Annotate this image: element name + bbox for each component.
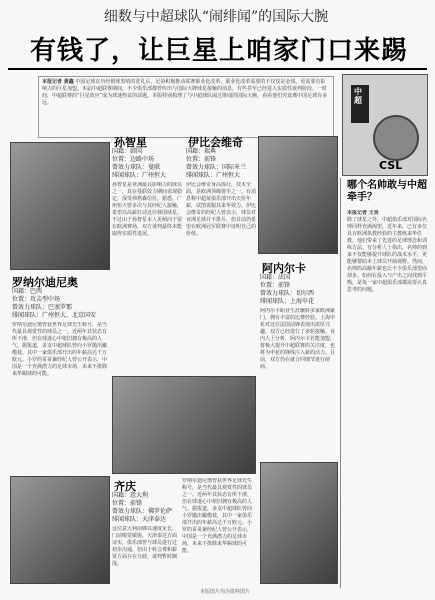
player-text-ibi: 伊比会维奇身高体壮，技术全面，是欧洲顶级射手之一。有消息称中超某俱乐部开出天价年薪，试图说服其来华效力。伊比会维奇的经纪人曾表示，球员对亚洲足球并不排斥，但目前仍希望在欧洲冠军联赛中证明自己的价值。 bbox=[186, 182, 256, 237]
info-line: 国籍：意大利 bbox=[112, 492, 149, 499]
sidebar-title: 哪个名帅敢与中超牵手？ bbox=[347, 180, 427, 203]
info-line: 绯闻球队：广州恒大、北京国安 bbox=[12, 312, 97, 319]
info-line: 曾效力球队：切尔西 bbox=[260, 290, 315, 297]
player-photo-bottom-right bbox=[260, 462, 338, 584]
player-info-ibi bbox=[186, 148, 256, 180]
info-line: 绯闻球队：广州恒大 bbox=[112, 172, 167, 179]
player-name-ronaldinho: 罗纳尔迪尼奥 bbox=[12, 276, 78, 289]
page-headline: 有钱了，让巨星上咱家门口来踢 bbox=[29, 36, 408, 66]
footer-note: 本版图片均为资料图片 bbox=[200, 589, 251, 595]
info-line: 国籍：瑞典 bbox=[186, 148, 217, 155]
player-text-anelka: 阿内尔卡职业生涯辗转多家欧洲豪门，拥有丰富的比赛经验。上海申花对这位法国前锋表现出浓厚兴趣，双方已经进行了多轮接触。业内人士分析，阿内尔卡若能加盟，将极大提升中超联赛的关注度，也将为申花的锋线注入新的活力。目前，双方仍在就合同细节进行磋商。 bbox=[260, 308, 336, 370]
player-text-ronaldinho: 罗纳尔迪尼奥曾获世界足球先生称号，是当代最具观赏性的球员之一。近两年其状态有所下滑，但在球迷心中依旧拥有极高的人气。据报道，多支中超球队曾向小罗抛出橄榄枝，其中一家俱乐部开出的年薪高达千万欧元。小罗的哥哥兼经纪人曾公开表示，中国是一个充满潜力的足球市场，未来不排除来华踢球的可能。 bbox=[12, 322, 108, 377]
player-photo-center bbox=[112, 376, 256, 474]
info-line: 位置：攻击型中场 bbox=[12, 296, 61, 303]
csl-logo-text: CSL bbox=[379, 159, 403, 172]
page-subtitle: 细数与中超球队“闹绯闻”的国际大腕 bbox=[103, 9, 329, 25]
player-name-sun: 孙智星 bbox=[114, 136, 147, 149]
info-line: 曾效力球队：曼联 bbox=[112, 164, 161, 171]
sidebar-byline: 本报记者 王昊 bbox=[347, 210, 379, 216]
info-line: 国籍：巴西 bbox=[12, 288, 43, 295]
info-line: 位置：边路中场 bbox=[112, 156, 155, 163]
player-photo-ronaldinho bbox=[10, 142, 110, 270]
csl-badge bbox=[342, 74, 428, 176]
headline-rule bbox=[8, 68, 427, 70]
player-photo-bottom-left bbox=[10, 476, 110, 584]
info-line: 位置：前锋 bbox=[260, 282, 291, 289]
sidebar-coach bbox=[340, 178, 431, 588]
lead-byline: 本报记者 黄鑫 bbox=[42, 79, 74, 85]
player-info-sun bbox=[112, 148, 182, 180]
player-info-anelka bbox=[260, 274, 336, 306]
sidebar-body bbox=[347, 210, 427, 580]
badge-stripe-text: 中超 bbox=[354, 87, 362, 105]
info-line: 绯闻球队：上海申花 bbox=[260, 298, 315, 305]
lead-paragraph bbox=[38, 76, 334, 138]
player-text-qi: 这位意大利前锋以速度见长，门前嗅觉敏锐。天津泰达方面证实，俱乐部曾与球员进行过初步沟通，但由于转会费和薪资方面存在分歧，谈判暂时搁浅。 bbox=[112, 526, 178, 567]
player-info-ronaldinho bbox=[12, 288, 108, 320]
info-line: 曾效力球队：国际米兰 bbox=[186, 164, 247, 171]
info-line: 曾效力球队：巴塞罗那 bbox=[12, 304, 73, 311]
continuation-text: 罗纳尔迪尼奥曾获世界足球先生称号，是当代最具观赏性的球员之一。近两年其状态有所下滑，但在球迷心中依旧拥有极高的人气。据报道，多支中超球队曾向小罗抛出橄榄枝，其中一家俱乐部开出的年薪高达千万欧元。小罗的哥哥兼经纪人曾公开表示，中国是一个充满潜力的足球市场，未来不排除来华踢球的可能。 bbox=[182, 478, 253, 554]
player-photo-ibi bbox=[258, 136, 338, 254]
player-info-qi bbox=[112, 492, 178, 524]
player-name-ibi: 伊比会维奇 bbox=[188, 136, 243, 149]
info-line: 国籍：韩国 bbox=[112, 148, 143, 155]
player-text-sun: 孙智星是亚洲最具影响力的球员之一，其在曼联效力期间表现稳定，深受弗格森信任。据悉，广州恒大曾多次与其经纪人接触，希望以高薪打动这位韩国球星。不过由于孙智星本人更倾向于留在欧洲赛场，双方谈判最终未能取得实质性进展。 bbox=[112, 182, 182, 237]
player-name-anelka: 阿内尔卡 bbox=[262, 262, 306, 275]
info-line: 位置：前锋 bbox=[112, 500, 143, 507]
info-line: 曾效力球队：佛罗伦萨 bbox=[112, 508, 173, 515]
info-line: 绯闻球队：天津泰达 bbox=[112, 516, 167, 523]
sidebar-text: 除了球星之外，中超俱乐部对国际名帅同样充满渴望。近年来，已有多位具有欧洲执教经验的主教练来华任教，他们带来了先进的足球理念和训练方法。有分析人士指出，名帅的到来不仅能够提升球队的战术水平，更能够帮助本土球员开阔视野。然而，名帅的高额年薪也让不少俱乐部望而却步。如何在投入与产出之间找到平衡，是每一家中超俱乐部都需要认真思考的问题。 bbox=[347, 217, 427, 293]
lead-text: 中国足球在历经假球黑哨的洗礼后，足协积极推动联赛职业化改革，职业化改革需要的不仅仅是金钱，更需要有影响力的巨星加盟。本届中超联赛期间，不少俱乐部都曾传出与国际大牌球星接触的消息，有些甚至已经进入实质性谈判阶段。一时间，中超联赛的“巨星效应”成为球迷热议的话题。本版特别梳理了与中超球队闹过绯闻的国际大腕，看看他们究竟离中国足球有多远。 bbox=[42, 79, 328, 106]
info-line: 绯闻球队：广州恒大 bbox=[186, 172, 241, 179]
info-line: 位置：前锋 bbox=[186, 156, 217, 163]
football-icon bbox=[373, 115, 419, 161]
info-line: 国籍：法国 bbox=[260, 274, 291, 281]
player-name-qi: 齐庆 bbox=[114, 480, 136, 493]
